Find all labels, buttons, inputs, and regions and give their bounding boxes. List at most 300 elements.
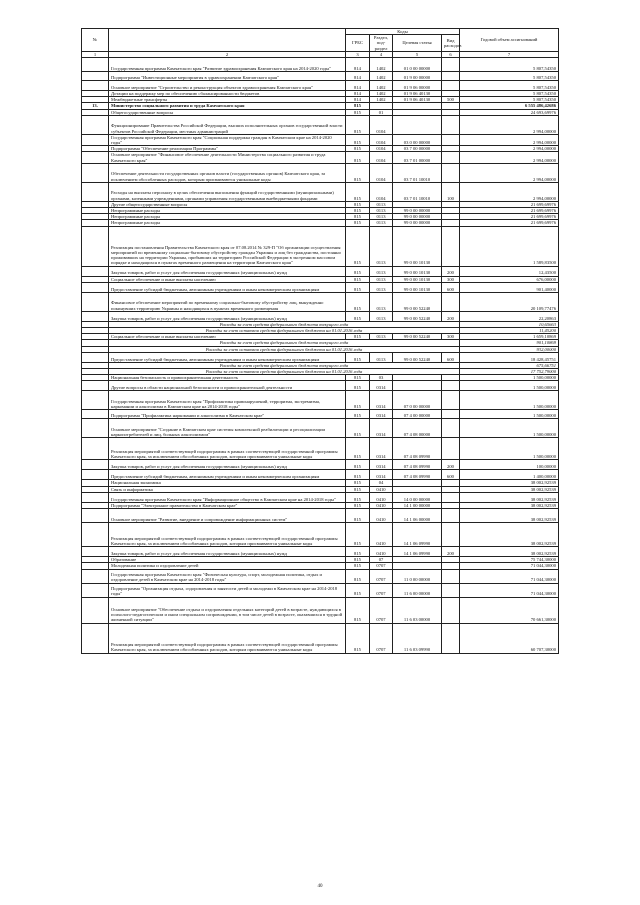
cell-razdel: 0104 xyxy=(370,115,393,134)
table-row xyxy=(82,623,559,653)
cell-grbs: 815 xyxy=(346,563,370,569)
cell-sum: 38 002,92539 xyxy=(460,480,559,486)
cell-sum: 1 500,00000 xyxy=(460,410,559,419)
cell-grbs: 815 xyxy=(346,381,370,391)
cell-vid xyxy=(442,226,460,266)
cell-vid xyxy=(442,492,460,502)
cell-name: Министерство социального развития и труда Камчатского края xyxy=(109,103,346,109)
cell-num xyxy=(82,547,109,557)
cell-name: Закупка товаров, работ и услуг для обеспечения государственных (муниципальных) нужд xyxy=(109,311,346,321)
cell-name: Основное мероприятие "Развитие, внедрение и сопровождение информационных систем" xyxy=(109,509,346,523)
cell-sum: 1 500,00000 xyxy=(460,381,559,391)
cell-grbs: 815 xyxy=(346,597,370,623)
cell-name: Финансовое обеспечение мероприятий по временному социально-бытовому обустройству лиц, вынужденно покинувших территорию Украины и находящихся в пунктах временного размещения xyxy=(109,292,346,311)
cell-celevaya: 99 0 00 10130 xyxy=(393,276,442,282)
table-row xyxy=(82,583,559,597)
cell-num xyxy=(82,72,109,81)
cell-grbs: 815 xyxy=(346,509,370,523)
cell-name: Подпрограмма "Инвестиционные мероприятия в здравоохранении Камчатского края" xyxy=(109,72,346,81)
cell-celevaya: 14 1 00 00000 xyxy=(393,502,442,508)
cell-sum: 22,20863 xyxy=(460,311,559,321)
cell-name: Расходы на выплаты персоналу в целях обеспечения выполнения функций государственными (муниципальными) органами, казенными учреждениями, органами управления государственными внебюджетными фондами xyxy=(109,182,346,201)
cell-name: Межбюджетные трансферты xyxy=(109,97,346,103)
cell-name: Государственная программа Камчатского края "Информационное общество в Камчатском крае на 2014-2018 годы" xyxy=(109,492,346,502)
cell-sum: 71 044,30000 xyxy=(460,563,559,569)
cell-num xyxy=(82,266,109,276)
cell-grbs: 815 xyxy=(346,557,370,563)
cell-vid xyxy=(442,81,460,91)
cell-sum: 24 693,69976 xyxy=(460,109,559,115)
cell-celevaya: 03 7 01 10010 xyxy=(393,163,442,182)
cell-grbs: 815 xyxy=(346,410,370,419)
cell-celevaya: 07 4 08 09990 xyxy=(393,470,442,480)
cell-num xyxy=(82,438,109,460)
cell-sum: 100,00000 xyxy=(460,460,559,470)
cell-sum: 2 994,00000 xyxy=(460,146,559,152)
cell-razdel: 0104 xyxy=(370,146,393,152)
cell-note: Расходы за счет остатков средств федерального бюджета на 01.01.2016 года xyxy=(109,346,460,352)
cell-name: Непрограммные расходы xyxy=(109,214,346,220)
table-row xyxy=(82,182,559,201)
cell-num xyxy=(82,583,109,597)
table-row xyxy=(82,81,559,91)
header-codes: Коды xyxy=(346,29,460,35)
cell-celevaya: 07 4 08 00000 xyxy=(393,419,442,438)
cell-razdel: 0707 xyxy=(370,569,393,583)
cell-razdel: 1402 xyxy=(370,91,393,97)
cell-sum: 2 994,00000 xyxy=(460,115,559,134)
cell-razdel: 0410 xyxy=(370,486,393,492)
table-row xyxy=(82,115,559,134)
cell-vid xyxy=(442,569,460,583)
table-row xyxy=(82,352,559,362)
table-row xyxy=(82,163,559,182)
cell-celevaya: 99 0 00 00000 xyxy=(393,220,442,226)
cell-sum: 1 500,00000 xyxy=(460,391,559,410)
cell-celevaya: 07 4 00 00000 xyxy=(393,410,442,419)
cell-razdel: 0113 xyxy=(370,208,393,214)
cell-grbs: 815 xyxy=(346,460,370,470)
cell-name: Непрограммные расходы xyxy=(109,220,346,226)
cell-sum: 5 807,54350 xyxy=(460,81,559,91)
cell-celevaya: 99 0 00 10130 xyxy=(393,266,442,276)
cell-num xyxy=(82,152,109,163)
cell-vid: 200 xyxy=(442,547,460,557)
cell-vid xyxy=(442,623,460,653)
cell-name: Связь и информатика xyxy=(109,486,346,492)
table-row xyxy=(82,282,559,292)
cell-grbs: 815 xyxy=(346,208,370,214)
cell-grbs: 815 xyxy=(346,163,370,182)
cell-name: Закупка товаров, работ и услуг для обеспечения государственных (муниципальных) нужд xyxy=(109,266,346,276)
cell-sum: 10,65663 xyxy=(460,321,559,327)
col-num: 3 xyxy=(346,51,370,57)
cell-sum: 38 002,92539 xyxy=(460,523,559,547)
cell-grbs: 815 xyxy=(346,352,370,362)
cell-name: Реализация мероприятий соответствующей подпрограммы в рамках соответствующей государственной программы Камчатского края, за исключением обособленных расходов, которым присваиваются уникальные коды xyxy=(109,438,346,460)
cell-razdel: 0113 xyxy=(370,201,393,207)
cell-celevaya: 99 0 00 52240 xyxy=(393,352,442,362)
cell-sum: 6 555 486,42686 xyxy=(460,103,559,109)
table-row xyxy=(82,569,559,583)
cell-vid xyxy=(442,583,460,597)
cell-name: Реализация мероприятий соответствующей подпрограммы в рамках соответствующей государственной программы Камчатского края, за исключением обособленных расходов, которым присваиваются уникальные коды xyxy=(109,523,346,547)
cell-vid xyxy=(442,391,460,410)
cell-razdel: 0113 xyxy=(370,276,393,282)
cell-note: Расходы за счет средств федерального бюджета текущего года xyxy=(109,321,460,327)
cell-sum: 20 109,77476 xyxy=(460,292,559,311)
cell-vid: 200 xyxy=(442,311,460,321)
col-num: 2 xyxy=(109,51,346,57)
table-row xyxy=(82,597,559,623)
cell-celevaya: 11 0 00 00000 xyxy=(393,569,442,583)
cell-name: Государственная программа Камчатского края "Социальная поддержка граждан в Камчатском крае на 2014-2020 годы" xyxy=(109,134,346,145)
cell-num xyxy=(82,226,109,266)
cell-vid xyxy=(442,58,460,72)
cell-razdel: 0113 xyxy=(370,266,393,276)
cell-razdel: 01 xyxy=(370,109,393,115)
cell-num xyxy=(82,509,109,523)
cell-sum: 70 661,30000 xyxy=(460,597,559,623)
cell-razdel: 0410 xyxy=(370,492,393,502)
cell-grbs: 814 xyxy=(346,81,370,91)
cell-sum: 21 699,69976 xyxy=(460,214,559,220)
cell-razdel: 0707 xyxy=(370,583,393,597)
cell-razdel: 0314 xyxy=(370,460,393,470)
cell-grbs: 815 xyxy=(346,391,370,410)
cell-vid xyxy=(442,152,460,163)
cell-grbs: 815 xyxy=(346,201,370,207)
cell-celevaya: 01 9 06 40130 xyxy=(393,91,442,97)
table-row xyxy=(82,492,559,502)
cell-razdel: 0113 xyxy=(370,311,393,321)
cell-razdel: 0104 xyxy=(370,134,393,145)
cell-sum: 38 002,92539 xyxy=(460,492,559,502)
table-row xyxy=(82,152,559,163)
col-num: 4 xyxy=(370,51,393,57)
header-annual-volume: Годовой объем ассигнований xyxy=(460,29,559,52)
header-num: № xyxy=(82,29,109,52)
cell-sum: 1 500,00000 xyxy=(460,375,559,381)
cell-vid: 200 xyxy=(442,266,460,276)
cell-num xyxy=(82,460,109,470)
cell-num xyxy=(82,311,109,321)
cell-sum: 1 400,00000 xyxy=(460,470,559,480)
cell-sum: 2 994,00000 xyxy=(460,182,559,201)
header-grbs: ГРБС xyxy=(346,35,370,52)
cell-celevaya: 11 6 03 00000 xyxy=(393,597,442,623)
cell-name: Государственная программа Камчатского края "Физическая культура, спорт, молодежная политика, отдых и оздоровление детей в Камчатском крае на 2014-2018 годы" xyxy=(109,569,346,583)
cell-grbs: 815 xyxy=(346,226,370,266)
cell-razdel: 1402 xyxy=(370,81,393,91)
cell-grbs: 815 xyxy=(346,282,370,292)
cell-sum: 932,00000 xyxy=(460,346,559,352)
table-body xyxy=(82,58,559,653)
cell-razdel: 0707 xyxy=(370,623,393,653)
cell-grbs: 814 xyxy=(346,97,370,103)
cell-celevaya: 99 0 00 52240 xyxy=(393,311,442,321)
cell-grbs: 815 xyxy=(346,523,370,547)
cell-num xyxy=(82,182,109,201)
cell-razdel: 0314 xyxy=(370,391,393,410)
cell-name: Подпрограмма "Организация отдыха, оздоровления и занятости детей и молодежи в Камчатском крае на 2014-2018 годы" xyxy=(109,583,346,597)
cell-name: Другие общегосударственные вопросы xyxy=(109,201,346,207)
cell-name: Функционирование Правительства Российской Федерации, высших исполнительных органов государственной власти субъектов Российской Федерации, местных администраций xyxy=(109,115,346,134)
header-vid: Вид расходов xyxy=(442,35,460,52)
table-header xyxy=(82,29,559,58)
col-num: 6 xyxy=(442,51,460,57)
cell-celevaya: 14 1 06 00000 xyxy=(393,509,442,523)
cell-name: Закупка товаров, работ и услуг для обеспечения государственных (муниципальных) нужд xyxy=(109,460,346,470)
table-row xyxy=(82,470,559,480)
cell-celevaya: 03 0 00 00000 xyxy=(393,134,442,145)
cell-vid: 100 xyxy=(442,182,460,201)
cell-sum: 5 807,54350 xyxy=(460,72,559,81)
table-row xyxy=(82,419,559,438)
cell-grbs: 815 xyxy=(346,334,370,340)
cell-grbs: 814 xyxy=(346,58,370,72)
cell-name: Закупка товаров, работ и услуг для обеспечения государственных (муниципальных) нужд xyxy=(109,547,346,557)
cell-razdel: 0113 xyxy=(370,214,393,220)
cell-sum: 38 002,92539 xyxy=(460,502,559,508)
cell-grbs: 815 xyxy=(346,182,370,201)
cell-vid xyxy=(442,597,460,623)
cell-name: Образование xyxy=(109,557,346,563)
cell-razdel: 0113 xyxy=(370,220,393,226)
cell-grbs: 815 xyxy=(346,109,370,115)
cell-grbs: 814 xyxy=(346,91,370,97)
cell-sum: 2 994,00000 xyxy=(460,134,559,145)
cell-sum: 18 428,45751 xyxy=(460,352,559,362)
cell-grbs: 815 xyxy=(346,152,370,163)
cell-num xyxy=(82,381,109,391)
cell-razdel: 1402 xyxy=(370,97,393,103)
cell-celevaya: 99 0 00 10130 xyxy=(393,282,442,292)
cell-sum: 71 044,30000 xyxy=(460,583,559,597)
header-celevaya: Целевая статья xyxy=(393,35,442,52)
cell-razdel: 0113 xyxy=(370,292,393,311)
cell-razdel: 0314 xyxy=(370,470,393,480)
cell-grbs: 815 xyxy=(346,547,370,557)
table-row xyxy=(82,292,559,311)
cell-name: Подпрограмма "Электронное правительство в Камчатском крае" xyxy=(109,502,346,508)
cell-grbs: 815 xyxy=(346,115,370,134)
cell-grbs: 815 xyxy=(346,220,370,226)
cell-celevaya: 01 9 06 00000 xyxy=(393,81,442,91)
budget-document xyxy=(81,28,558,654)
cell-num xyxy=(82,81,109,91)
cell-grbs: 815 xyxy=(346,311,370,321)
cell-razdel: 0410 xyxy=(370,547,393,557)
cell-celevaya: 14 1 06 09990 xyxy=(393,523,442,547)
cell-name: Основное мероприятие "Финансовое обеспечение деятельности Министерства социального развития и труда Камчатского края" xyxy=(109,152,346,163)
cell-grbs: 815 xyxy=(346,470,370,480)
cell-sum: 21 699,69976 xyxy=(460,208,559,214)
cell-name: Дотации на поддержку мер по обеспечению сбалансированности бюджетов xyxy=(109,91,346,97)
cell-name: Основное мероприятие "Обеспечение отдыха и оздоровления отдельных категорий детей в возрасте, нуждающихся в психолого-педагогическом и ином специальном сопровождении, в том числе детей в возрасте, оказавшихся в трудной жизненной ситуации" xyxy=(109,597,346,623)
cell-name: Социальное обеспечение и иные выплаты населению xyxy=(109,276,346,282)
cell-vid xyxy=(442,72,460,81)
cell-vid xyxy=(442,509,460,523)
cell-sum: 38 002,92539 xyxy=(460,509,559,523)
cell-vid: 600 xyxy=(442,470,460,480)
cell-celevaya: 99 0 00 00000 xyxy=(393,214,442,220)
table-row xyxy=(82,266,559,276)
cell-note: Расходы за счет средств федерального бюджета текущего года xyxy=(109,340,460,346)
cell-grbs: 815 xyxy=(346,492,370,502)
cell-sum: 2 994,00000 xyxy=(460,152,559,163)
cell-sum: 1 659,10869 xyxy=(460,334,559,340)
budget-table xyxy=(81,28,559,654)
cell-vid xyxy=(442,163,460,182)
cell-num xyxy=(82,58,109,72)
cell-name: Основное мероприятие "Создание в Камчатском крае системы комплексной реабилитации и ресоциализации наркопотребителей и лиц, больных алкоголизмом" xyxy=(109,419,346,438)
cell-sum: 38 002,92539 xyxy=(460,486,559,492)
cell-vid: 500 xyxy=(442,97,460,103)
cell-vid xyxy=(442,134,460,145)
cell-sum: 1 500,00000 xyxy=(460,419,559,438)
cell-razdel: 0314 xyxy=(370,381,393,391)
cell-celevaya: 14 1 06 09990 xyxy=(393,547,442,557)
cell-num xyxy=(82,134,109,145)
cell-celevaya xyxy=(393,381,442,391)
cell-name: Государственная программа Камчатского края "Развитие здравоохранения Камчатского края на 2014-2020 годы" xyxy=(109,58,346,72)
cell-num xyxy=(82,623,109,653)
cell-name: Предоставление субсидий бюджетным, автономным учреждениям и иным некоммерческим организациям xyxy=(109,282,346,292)
cell-celevaya: 07 4 08 09990 xyxy=(393,438,442,460)
cell-name: Другие вопросы в области национальной безопасности и правоохранительной деятельности xyxy=(109,381,346,391)
table-row xyxy=(82,311,559,321)
table-row xyxy=(82,134,559,145)
table-row xyxy=(82,410,559,419)
table-row xyxy=(82,58,559,72)
table-row xyxy=(82,391,559,410)
cell-vid: 300 xyxy=(442,276,460,282)
col-num: 7 xyxy=(460,51,559,57)
cell-sum: 901,40000 xyxy=(460,282,559,292)
cell-celevaya xyxy=(393,115,442,134)
cell-vid: 600 xyxy=(442,352,460,362)
cell-sum: 21 699,69976 xyxy=(460,201,559,207)
cell-note: Расходы за счет остатков средств федерального бюджета на 01.01.2016 года xyxy=(109,369,460,375)
cell-vid xyxy=(442,381,460,391)
cell-vid: 600 xyxy=(442,282,460,292)
cell-celevaya: 01 9 00 00000 xyxy=(393,72,442,81)
cell-name: Молодежная политика и оздоровление детей xyxy=(109,563,346,569)
cell-num xyxy=(82,470,109,480)
cell-razdel: 0707 xyxy=(370,597,393,623)
cell-sum: 5 807,54350 xyxy=(460,91,559,97)
cell-razdel: 0113 xyxy=(370,352,393,362)
cell-name: Общегосударственные вопросы xyxy=(109,109,346,115)
cell-vid xyxy=(442,419,460,438)
cell-razdel: 0410 xyxy=(370,523,393,547)
cell-num xyxy=(82,410,109,419)
cell-razdel: 1402 xyxy=(370,72,393,81)
cell-grbs: 815 xyxy=(346,486,370,492)
table-row xyxy=(82,226,559,266)
cell-name: Реализация постановления Правительства Камчатского края от 07.08.2014 № 329-П "Об организации осуществления мероприятий по временному социально-бытовому обустройству граждан Украины и лиц без гражданства, постоянно проживавших на территории Украины, прибывших на территорию Российской Федерации в экстренном массовом порядке и находящихся в пунктах временного размещения на территории Камчатского края" xyxy=(109,226,346,266)
cell-num xyxy=(82,419,109,438)
cell-sum: 38 002,92539 xyxy=(460,547,559,557)
cell-grbs: 815 xyxy=(346,419,370,438)
header-razdel: Раздел, под-раздел xyxy=(370,35,393,52)
cell-razdel: 0113 xyxy=(370,334,393,340)
cell-sum: 17 752,79000 xyxy=(460,369,559,375)
cell-grbs: 815 xyxy=(346,569,370,583)
cell-razdel: 0113 xyxy=(370,282,393,292)
cell-name: Реализация мероприятий соответствующей подпрограммы в рамках соответствующей государственной программы Камчатского края, за исключением обособленных расходов, которым присваиваются уникальные коды xyxy=(109,623,346,653)
cell-name: Государственная программа Камчатского края "Профилактика правонарушений, терроризма, экстремизма, наркомании и алкоголизма в Камчатском крае на 2014-2018 годы" xyxy=(109,391,346,410)
cell-grbs: 815 xyxy=(346,134,370,145)
cell-celevaya: 01 9 06 40130 xyxy=(393,97,442,103)
cell-grbs: 815 xyxy=(346,276,370,282)
cell-sum: 1 589,83500 xyxy=(460,226,559,266)
cell-sum: 21 699,69976 xyxy=(460,220,559,226)
cell-sum: 5 807,54350 xyxy=(460,58,559,72)
cell-grbs: 815 xyxy=(346,292,370,311)
cell-grbs: 815 xyxy=(346,502,370,508)
cell-sum: 75 744,30000 xyxy=(460,557,559,563)
cell-num xyxy=(82,163,109,182)
cell-sum: 11,45200 xyxy=(460,328,559,334)
table-row xyxy=(82,523,559,547)
cell-grbs: 815 xyxy=(346,583,370,597)
table-row xyxy=(82,460,559,470)
cell-sum: 12,43500 xyxy=(460,266,559,276)
cell-sum: 676,00000 xyxy=(460,276,559,282)
cell-num xyxy=(82,292,109,311)
cell-razdel: 0104 xyxy=(370,152,393,163)
cell-razdel: 0410 xyxy=(370,502,393,508)
cell-num: 13. xyxy=(82,103,109,109)
cell-sum: 71 044,30000 xyxy=(460,569,559,583)
col-num: 5 xyxy=(393,51,442,57)
cell-celevaya: 99 0 00 52240 xyxy=(393,292,442,311)
cell-celevaya: 03 7 01 00000 xyxy=(393,152,442,163)
cell-celevaya: 07 4 08 09990 xyxy=(393,460,442,470)
cell-name: Непрограммные расходы xyxy=(109,208,346,214)
cell-grbs: 815 xyxy=(346,214,370,220)
cell-celevaya: 03 7 00 00000 xyxy=(393,146,442,152)
cell-grbs: 815 xyxy=(346,103,370,109)
cell-note: Расходы за счет средств федерального бюджета текущего года xyxy=(109,362,460,368)
cell-celevaya: 11 6 03 09990 xyxy=(393,623,442,653)
cell-celevaya: 07 0 00 00000 xyxy=(393,391,442,410)
cell-num xyxy=(82,597,109,623)
cell-grbs: 815 xyxy=(346,375,370,381)
cell-vid: 300 xyxy=(442,334,460,340)
cell-note: Расходы за счет остатков средств федерального бюджета на 01.01.2016 года xyxy=(109,328,460,334)
cell-razdel: 1402 xyxy=(370,58,393,72)
cell-celevaya: 99 0 00 10130 xyxy=(393,226,442,266)
cell-sum: 675,66751 xyxy=(460,362,559,368)
cell-vid xyxy=(442,115,460,134)
cell-name: Национальная безопасность и правоохранительная деятельность xyxy=(109,375,346,381)
cell-grbs: 815 xyxy=(346,480,370,486)
cell-vid: 200 xyxy=(442,460,460,470)
table-row xyxy=(82,438,559,460)
cell-sum: 2 994,00000 xyxy=(460,163,559,182)
cell-celevaya: 11 6 00 00000 xyxy=(393,583,442,597)
cell-razdel: 0314 xyxy=(370,438,393,460)
cell-razdel: 03 xyxy=(370,375,393,381)
table-row xyxy=(82,547,559,557)
cell-razdel: 0113 xyxy=(370,226,393,266)
cell-sum: 60 707,30000 xyxy=(460,623,559,653)
cell-razdel: 0707 xyxy=(370,563,393,569)
cell-num xyxy=(82,523,109,547)
